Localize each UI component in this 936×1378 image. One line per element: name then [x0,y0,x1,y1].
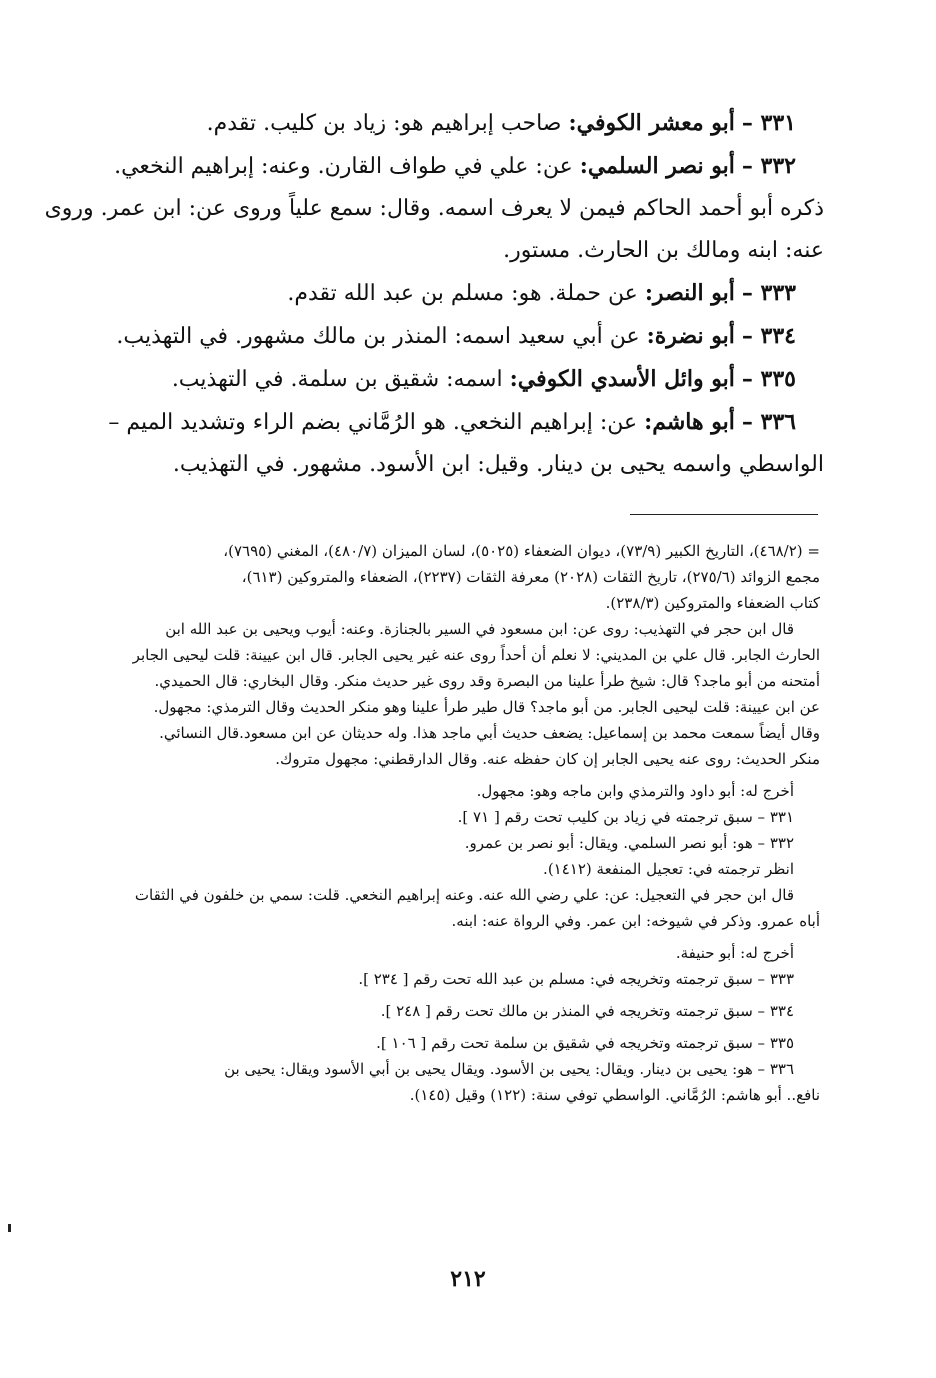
footnote-line: عن ابن عيينة: قلت ليحيى الجابر. من أبو ماجد؟ قال طير طرأ علينا وهو منكر الحديث وقال الترمذي: مجهول. [153,698,820,716]
footnote-line: ٣٣٢ – هو: أبو نصر السلمي. ويقال: أبو نصر بن عمرو. [464,834,794,852]
entry-text: عن أبي سعيد اسمه: المنذر بن مالك مشهور. في التهذيب. [116,324,647,349]
entry-line [112,358,824,401]
footnote-line: منكر الحديث: روى عنه يحيى الجابر إن كان حفظه عنه. وقال الدارقطني: مجهول متروك. [275,750,820,768]
footnote-line: ٣٣١ – سبق ترجمته في زياد بن كليب تحت رقم [ ٧١ ]. [457,808,794,826]
entry-number: ٣٣٤ – [741,323,796,349]
entry-line [112,102,824,145]
footnote-line: كتاب الضعفاء والمتروكين (٢٣٨/٣). [605,594,820,612]
entry-text: اسمه: شقيق بن سلمة. في التهذيب. [171,367,510,392]
entry-text: عنه: ابنه ومالك بن الحارث. مستور. [503,238,824,263]
footnote-line: قال ابن حجر في التعجيل: عن: علي رضي الله عنه. وعنه إبراهيم النخعي. قلت: سمي بن خلفون في الثقات [134,886,794,904]
entry-number: ٣٣٢ – [741,153,796,179]
footnote-line: أخرج له: أبو حنيفة. [675,944,794,962]
main-text [44,102,824,486]
margin-mark [8,1224,11,1232]
entry-heading: أبو النصر: [644,280,735,306]
entry-line [108,401,824,444]
footnote-line: أخرج له: أبو داود والترمذي وابن ماجه وهو: مجهول. [476,782,794,800]
entry-text: الواسطي واسمه يحيى بن دينار. وقيل: ابن الأسود. مشهور. في التهذيب. [172,452,824,477]
entry-text: عن حملة. هو: مسلم بن عبد الله تقدم. [287,281,645,306]
entry-number: ٣٣٣ – [741,280,796,306]
footnote-line: أباه عمرو. وذكر في شيوخه: ابن عمر. وفي الرواة عنه: ابنه. [451,912,820,930]
footnote-line: أمتحنه من أبو ماجد؟ قال: شيخ طرأ علينا من البصرة وقد روى غير حديث منكر. وقال البخاري: قال الحميدي. [154,672,820,690]
entry-line [112,145,824,188]
entry-heading: أبو هاشم: [644,409,735,435]
entry-text: عن: إبراهيم النخعي. هو الرُمَّاني بضم الراء وتشديد الميم – [108,410,645,435]
entry-line [112,444,824,486]
entry-line [112,230,824,272]
entry-line [112,272,824,315]
footnote-line: نافع.. أبو هاشم: الرُمَّاني. الواسطي توفي سنة: (١٢٢) وقيل (١٤٥). [409,1086,820,1104]
entry-number: ٣٣١ – [741,110,796,136]
entry-line [44,188,824,230]
entry-number: ٣٣٥ – [741,366,796,392]
footnote-line: انظر ترجمته في: تعجيل المنفعة (١٤١٢). [543,860,794,878]
entry-text: صاحب إبراهيم هو: زياد بن كليب. تقدم. [206,111,569,136]
footnote-line: قال ابن حجر في التهذيب: روى عن: ابن مسعود في السير بالجنازة. وعنه: أيوب ويحيى بن عبد الله ابن [165,620,794,638]
footnote-separator [630,514,818,515]
entry-text: عن: علي في طواف القارن. وعنه: إبراهيم النخعي. [114,154,580,179]
footnote-line: = (٤٦٨/٢)، التاريخ الكبير (٧٣/٩)، ديوان الضعفاء (٥٠٢٥)، لسان الميزان (٤٨٠/٧)، المغني (٧٦٩٥)، [223,542,820,560]
footnote-line: ٣٣٤ – سبق ترجمته وتخريجه في المنذر بن مالك تحت رقم [ ٢٤٨ ]. [380,1002,794,1020]
entry-heading: أبو نضرة: [646,323,735,349]
footnote-line: مجمع الزوائد (٢٧٥/٦)، تاريخ الثقات (٢٠٢٨) معرفة الثقات (٢٢٣٧)، الضعفاء والمتروكين (٦١٣)، [241,568,820,586]
footnote-line: ٣٣٥ – سبق ترجمته وتخريجه في شقيق بن سلمة تحت رقم [ ١٠٦ ]. [376,1034,794,1052]
page-number: ٢١٢ [450,1266,486,1292]
footnote-line: الحارث الجابر. قال علي بن المديني: لا نعلم أن أحداً روى عنه غير يحيى الجابر. قال ابن عيينة: قلت ليحيى الجابر [132,646,820,664]
footnote-line: وقال أيضاً سمعت محمد بن إسماعيل: يضعف حديث أبي ماجد هذا. وله حديثان عن ابن مسعود.قال النسائي. [159,724,820,742]
footnote-line: ٣٣٦ – هو: يحيى بن دينار. ويقال: يحيى بن الأسود. ويقال يحيى بن أبي الأسود ويقال: يحيى بن [224,1060,794,1078]
entry-heading: أبو نصر السلمي: [579,153,735,179]
entry-number: ٣٣٦ – [741,409,796,435]
entry-text: ذكره أبو أحمد الحاكم فيمن لا يعرف اسمه. وقال: سمع علياً وروى عن: ابن عمر. وروى [44,196,824,221]
entry-heading: أبو وائل الأسدي الكوفي: [509,366,735,392]
footnote-line: ٣٣٣ – سبق ترجمته وتخريجه في: مسلم بن عبد الله تحت رقم [ ٢٣٤ ]. [358,970,794,988]
entry-heading: أبو معشر الكوفي: [568,110,735,136]
entry-line [112,315,824,358]
footnotes [116,538,820,1108]
